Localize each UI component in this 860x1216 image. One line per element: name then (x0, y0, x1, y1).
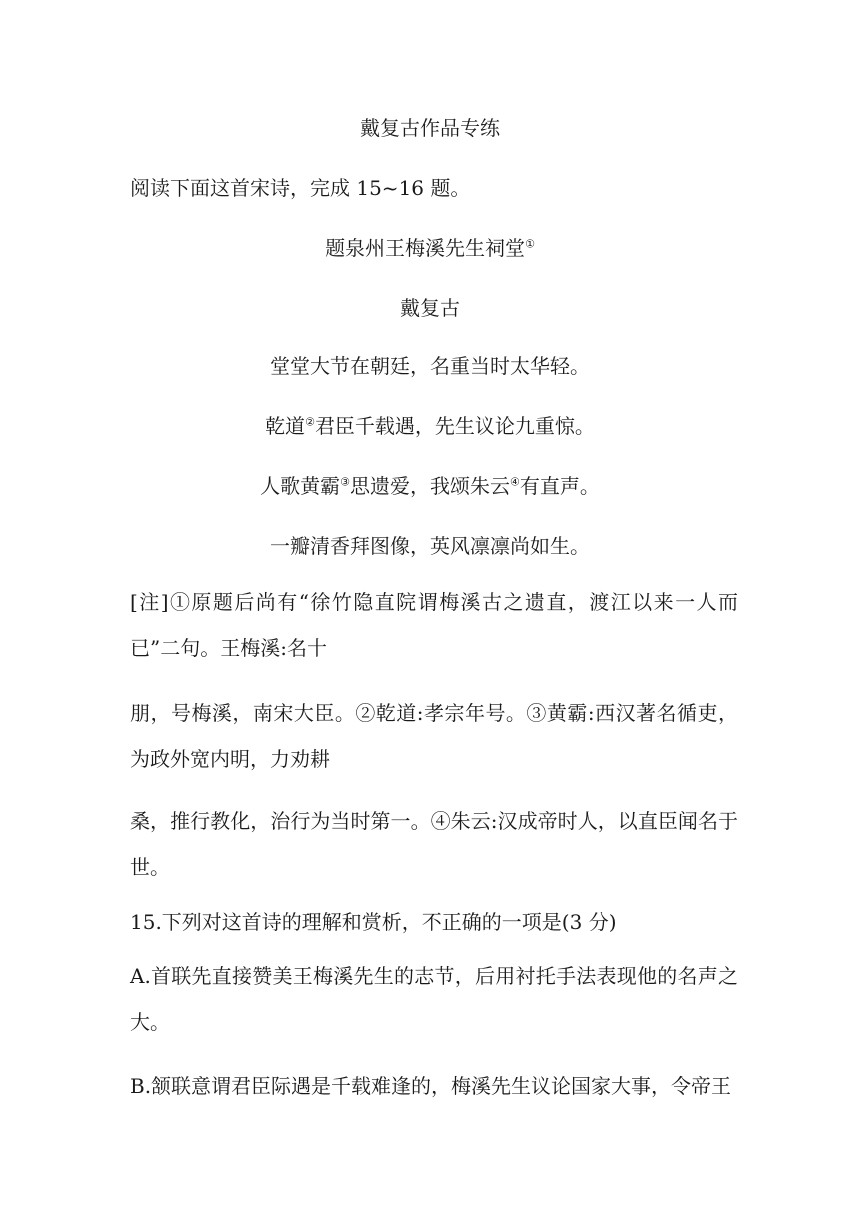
question-15-option-b: B.颔联意谓君臣际遇是千载难逢的，梅溪先生议论国家大事，令帝王 (130, 1074, 732, 1098)
note-mark-1: ① (525, 237, 535, 251)
notes-paragraph-2: 朋，号梅溪，南宋大臣。②乾道:孝宗年号。③黄霸:西汉著名循吏，为政外宽内明，力劝耕 (130, 701, 738, 771)
note-mark-2: ② (305, 415, 315, 429)
note-mark-3: ③ (340, 475, 350, 489)
poem-line-2-part-b: 君臣千载遇，先生议论九重惊。 (314, 414, 595, 438)
question-15-stem: 15.下列对这首诗的理解和赏析，不正确的一项是(3 分) (130, 910, 617, 934)
poem-line-2-part-a: 乾道 (265, 414, 306, 438)
poem-line-1: 堂堂大节在朝廷，名重当时太华轻。 (270, 354, 590, 378)
notes-paragraph-3: 桑，推行教化，治行为当时第一。④朱云:汉成帝时人，以直臣闻名于世。 (130, 809, 738, 879)
note-mark-4: ④ (510, 475, 520, 489)
poem-title (0, 234, 860, 262)
poem-line-4: 一瓣清香拜图像，英风凛凛尚如生。 (270, 534, 590, 558)
poem-title-text: 题泉州王梅溪先生祠堂 (325, 236, 526, 260)
question-15-option-a: A.首联先直接赞美王梅溪先生的志节，后用衬托手法表现他的名声之大。 (130, 964, 738, 1034)
poem-line-3-part-b: 思遗爱，我颂朱云 (350, 474, 510, 498)
document-title: 戴复古作品专练 (360, 116, 500, 140)
poem-line-2 (0, 412, 860, 440)
instruction-text: 阅读下面这首宋诗，完成 15~16 题。 (130, 176, 471, 200)
notes-paragraph-1: [注]①原题后尚有“徐竹隐直院谓梅溪古之遗直，渡江以来一人而已”二句。王梅溪:名十 (130, 590, 738, 660)
poem-author: 戴复古 (400, 296, 460, 320)
poem-line-3 (0, 472, 860, 500)
poem-line-3-part-c: 有直声。 (519, 474, 600, 498)
poem-line-3-part-a: 人歌黄霸 (260, 474, 341, 498)
